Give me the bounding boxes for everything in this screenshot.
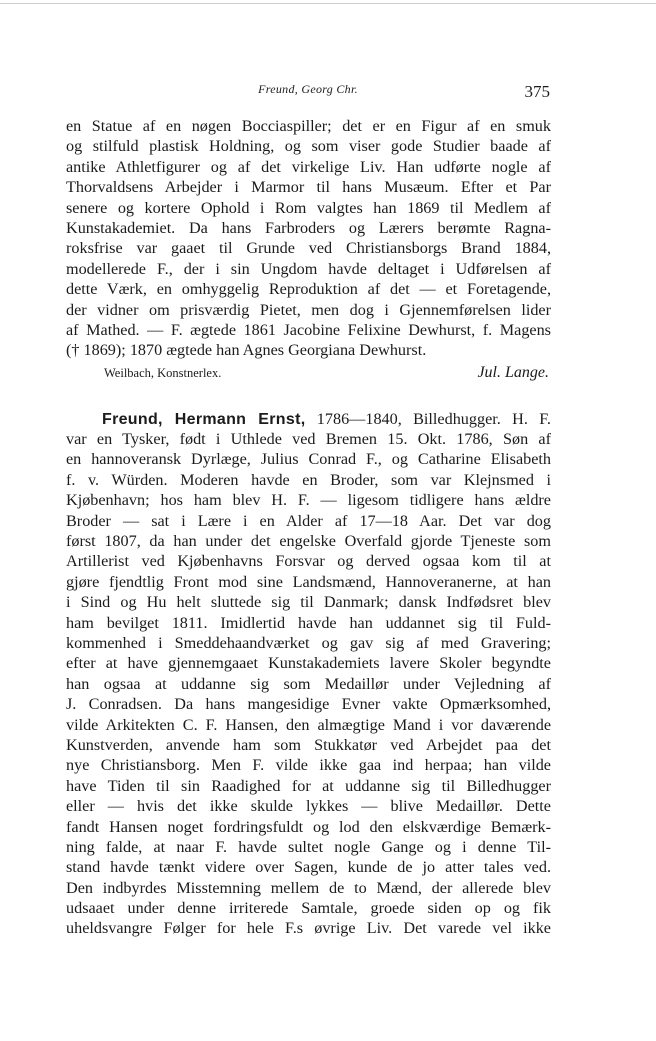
text-line: eller — hvis det ikke skulde lykkes — blive Medaillør. Dette [66,797,551,816]
entry-separator [66,384,551,409]
text-line: var en Tysker, født i Uthlede ved Bremen 15. Okt. 1786, Søn af [66,430,551,449]
text-line: († 1869); 1870 ægtede han Agnes Georgiana Dewhurst. [66,341,427,360]
text-line: i Sind og Hu helt sluttede sig til Danmark; dansk Indfødsret blev [66,593,551,612]
text-line: senere og kortere Ophold i Rom valgtes han 1869 til Medlem af [66,198,551,217]
text-line: ham bevilget 1811. Imidlertid havde han uddannet sig til Fuld- [66,613,551,632]
text-line: f. v. Würden. Moderen havde en Broder, som var Klejnsmed i [66,470,551,489]
text-line: efter at have gjennemgaaet Kunstakademiets lavere Skoler begyndte [66,654,551,673]
text-line: fandt Hansen noget fordringsfuldt og lod den elskværdige Bemærk- [66,817,551,836]
text-line: uheldsvangre Følger for hele F.s øvrige Liv. Det varede vel ikke [66,919,551,938]
author-signature: Jul. Lange. [477,363,549,381]
text-line: Artillerist ved Kjøbenhavns Forsvar og derved ogsaa kom til at [66,552,551,571]
text-line: stand havde tænkt videre over Sagen, kunde de jo atter tales ved. [66,858,551,877]
entry-freund-hermann-ernst [66,409,551,939]
text-line: dette Værk, en omhyggelig Reproduktion af det — et Foretagende, [66,280,551,299]
running-header [66,82,550,106]
text-line: vilde Arkitekten C. F. Hansen, den almægtige Mand i vor daværende [66,715,551,734]
text-line: en Statue af en nøgen Bocciaspiller; det er en Figur af en smuk [66,117,551,135]
entry-first-line [66,409,551,429]
text-line: Kunstverden, anvende ham som Stukkatør ved Arbejdet paa det [66,735,551,754]
text-line: gjøre fjendtlig Front mod sine Landsmænd, Hannoveranerne, at han [66,572,551,591]
text-line: af Mathed. — F. ægtede 1861 Jacobine Felixine Dewhurst, f. Magens [66,320,551,339]
text-line: antike Athletfigurer og af det virkelige Liv. Han udførte nogle af [66,157,551,176]
text-line: udsaaet under denne irriterede Samtale, groede siden op og fik [66,899,551,918]
text-line: kommenhed i Smeddehaandværket og gav sig af med Gravering; [66,633,551,652]
entry-heading: Freund, Hermann Ernst, [102,410,306,428]
source-row [66,362,551,384]
text-line: en hannoveransk Dyrlæge, Julius Conrad F., og Catharine Elisabeth [66,450,551,469]
entry-heading-rest: 1786—1840, Billedhugger. H. F. [305,409,551,428]
text-line: han ogsaa at uddanne sig som Medaillør under Vejledning af [66,674,551,693]
text-line: nye Christiansborg. Men F. vilde ikke gaa ind herpaa; han vilde [66,756,551,775]
source-reference: Weilbach, Konstnerlex. [104,365,222,380]
text-line: roksfrise var gaaet til Grunde ved Christiansborgs Brand 1884, [66,239,551,258]
running-title: Freund, Georg Chr. [258,82,358,96]
text-line: J. Conradsen. Da hans mangesidige Evner vakte Opmærksomhed, [66,695,551,714]
page-number: 375 [524,82,550,101]
text-line: ning falde, at naar F. havde sultet nogle Gange og i denne Til- [66,837,551,856]
entry-freund-georg-continuation [66,116,551,384]
text-line: Kjøbenhavn; hos ham blev H. F. — ligesom tidligere hans ældre [66,491,551,510]
text-line: og stilfuld plastisk Holdning, og som viser gode Studier baade af [66,137,551,156]
text-line: først 1807, da han under det engelske Overfald gjorde Tjeneste som [66,532,551,551]
text-line: modellerede F., der i sin Ungdom havde deltaget i Udførelsen af [66,259,551,278]
text-line: Broder — sat i Lære i en Alder af 17—18 Aar. Det var dog [66,511,551,530]
top-border-line [0,3,656,4]
text-line: Den indbyrdes Misstemning mellem de to Mænd, der allerede blev [66,878,551,897]
text-line: der vidner om prisværdig Pietet, men dog i Gjennemførelsen lider [66,300,551,319]
text-line: have Tiden til sin Raadighed for at uddanne sig til Billedhugger [66,776,551,795]
text-line: Thorvaldsens Arbejder i Marmor til hans Musæum. Efter et Par [66,178,551,197]
text-line: Kunstakademiet. Da hans Farbroders og Lærers berømte Ragna- [66,218,551,237]
page-body [66,116,551,939]
